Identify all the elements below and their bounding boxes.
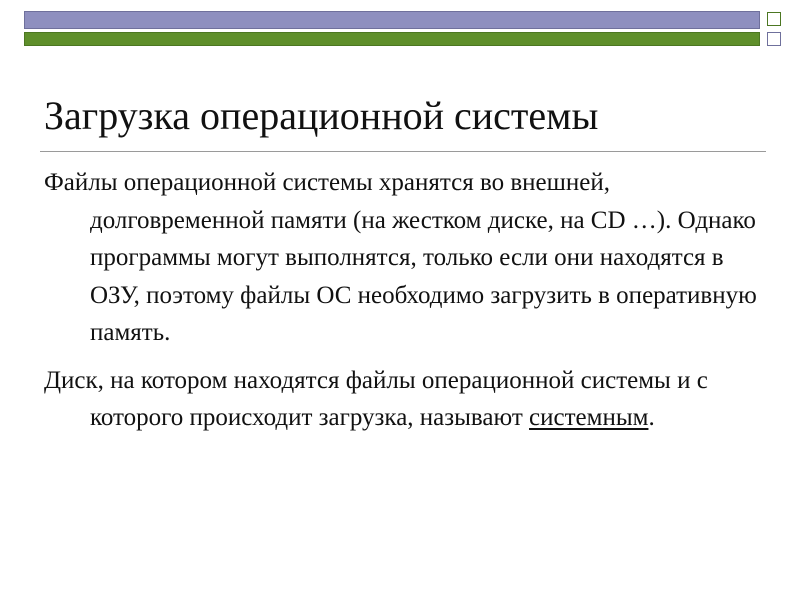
decorative-green-bar: [24, 32, 760, 46]
paragraph-2-text: Диск, на котором находятся файлы операционной системы и с которого происходит загрузка, называют: [44, 366, 708, 431]
decorative-square-bottom: [767, 32, 781, 46]
underlined-term: системным: [529, 404, 649, 431]
decorative-top-bar: [24, 11, 760, 29]
paragraph-1: Файлы операционной системы хранятся во внешней, долговременной памяти (на жестком диске, на CD …). Однако программы могут выполнятся, только если они находятся в ОЗУ, поэтому файлы ОС необходимо загрузить в оперативную память.: [44, 169, 757, 346]
paragraph-2: [44, 362, 764, 437]
slide-body: [44, 164, 764, 437]
decorative-square-top: [767, 12, 781, 26]
paragraph-2-ending: .: [648, 404, 655, 431]
slide-title: Загрузка операционной системы: [44, 93, 599, 138]
title-divider: [40, 151, 766, 152]
